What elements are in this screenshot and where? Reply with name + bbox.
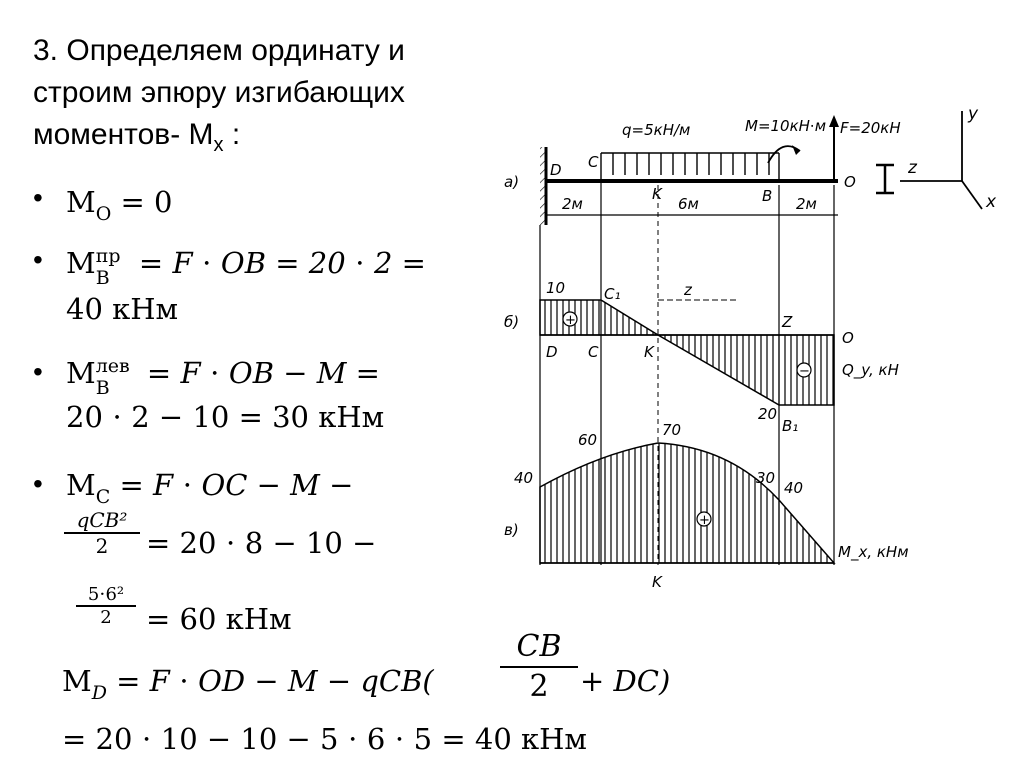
m-label-40-right: 40 bbox=[784, 479, 804, 497]
axis-z-label: z bbox=[908, 158, 917, 178]
panel-v-label: в) bbox=[504, 521, 519, 539]
label-O-beam: O bbox=[844, 173, 856, 191]
fraction-qcb2: qCB² 2 bbox=[64, 508, 140, 558]
fraction-cb2: $\frac{CB}{2}$ bbox=[500, 628, 578, 706]
formula-mb-right-result: 40 кНм bbox=[66, 292, 179, 326]
dim-2m-right: 2м bbox=[796, 195, 817, 213]
formula-mc-result: = 60 кНм bbox=[146, 602, 292, 636]
distributed-load bbox=[601, 153, 779, 179]
axis-x-label: x bbox=[986, 192, 997, 212]
force-arrowhead-icon bbox=[829, 115, 839, 127]
q-label-C1: C₁ bbox=[604, 285, 621, 303]
dim-2m-left: 2м bbox=[562, 195, 583, 213]
slide-title bbox=[33, 30, 503, 166]
m-label-60: 60 bbox=[578, 431, 598, 449]
q-label-20: 20 bbox=[758, 405, 778, 423]
q-positive-area bbox=[540, 300, 658, 335]
m-label-70: 70 bbox=[662, 421, 682, 439]
q-label-C: C bbox=[588, 343, 599, 361]
formula-mb-right: M пр B = F ⋅ OB = 20 ⋅ 2 = bbox=[66, 245, 426, 289]
title-line-1: 3. Определяем ординату и bbox=[33, 34, 405, 67]
q-label-D: D bbox=[546, 343, 558, 361]
q-label-10: 10 bbox=[546, 279, 566, 297]
m-label-40-left: 40 bbox=[514, 469, 534, 487]
bullet-1: • bbox=[33, 182, 43, 213]
axis-y-label: y bbox=[968, 104, 979, 124]
formula-mc-line2: = 20 ⋅ 8 − 10 − bbox=[146, 526, 377, 560]
formula-mo: $M_O = 0$ bbox=[66, 185, 173, 225]
label-C-beam: C bbox=[588, 153, 599, 171]
label-D-beam: D bbox=[550, 161, 562, 179]
q-label-O: O bbox=[842, 329, 854, 347]
fraction-562: $\frac{\text{5⋅6²}}{2}$ bbox=[76, 584, 136, 628]
formula-md-result: = 20 ⋅ 10 − 10 − 5 ⋅ 6 ⋅ 5 = 40 кНм bbox=[62, 722, 587, 756]
panel-a-label: а) bbox=[504, 173, 520, 191]
m-label-K: K bbox=[652, 573, 662, 591]
m-area bbox=[540, 443, 834, 563]
force-label: F=20кН bbox=[840, 119, 901, 137]
formula-mb-left: M лев B = F ⋅ OB − M = bbox=[66, 355, 380, 399]
q-plus-sign: + bbox=[565, 313, 576, 328]
title-line-2: строим эпюру изгибающих bbox=[33, 76, 405, 109]
q-axis-label: Q_y, кН bbox=[842, 361, 899, 379]
i-beam-section-icon bbox=[876, 165, 894, 193]
m-label-30: 30 bbox=[756, 469, 776, 487]
formula-md: $M_D = F$ ⋅ OD − M − qCB( bbox=[62, 664, 434, 704]
bullet-4: • bbox=[33, 468, 43, 499]
load-label: q=5кН/м bbox=[622, 121, 691, 139]
label-K-beam: K bbox=[652, 185, 662, 203]
q-label-K: K bbox=[644, 343, 654, 361]
moment-label: M=10кН⋅м bbox=[745, 117, 827, 135]
m-axis-label: M_x, кНм bbox=[838, 543, 909, 561]
beam-diagram bbox=[500, 95, 1020, 605]
title-line-3: моментов- $M_x$ : bbox=[33, 118, 241, 156]
formula-mb-left-result: 20 ⋅ 2 − 10 = 30 кНм bbox=[66, 400, 385, 434]
q-label-B1: B₁ bbox=[782, 417, 799, 435]
z-coordinate-label: z bbox=[684, 281, 692, 299]
panel-b-label: б) bbox=[504, 313, 520, 331]
q-label-Z: Z bbox=[782, 313, 793, 331]
q-minus-sign: − bbox=[799, 364, 810, 379]
bullet-3: • bbox=[33, 356, 43, 387]
m-plus-sign: + bbox=[699, 513, 710, 528]
formula-mc: $M_C = F$ ⋅ OC − M − bbox=[66, 468, 354, 508]
label-B-beam: B bbox=[762, 187, 773, 205]
formula-md-tail: + DC) bbox=[580, 664, 671, 698]
bullet-2: • bbox=[33, 244, 43, 275]
dim-6m: 6м bbox=[678, 195, 699, 213]
